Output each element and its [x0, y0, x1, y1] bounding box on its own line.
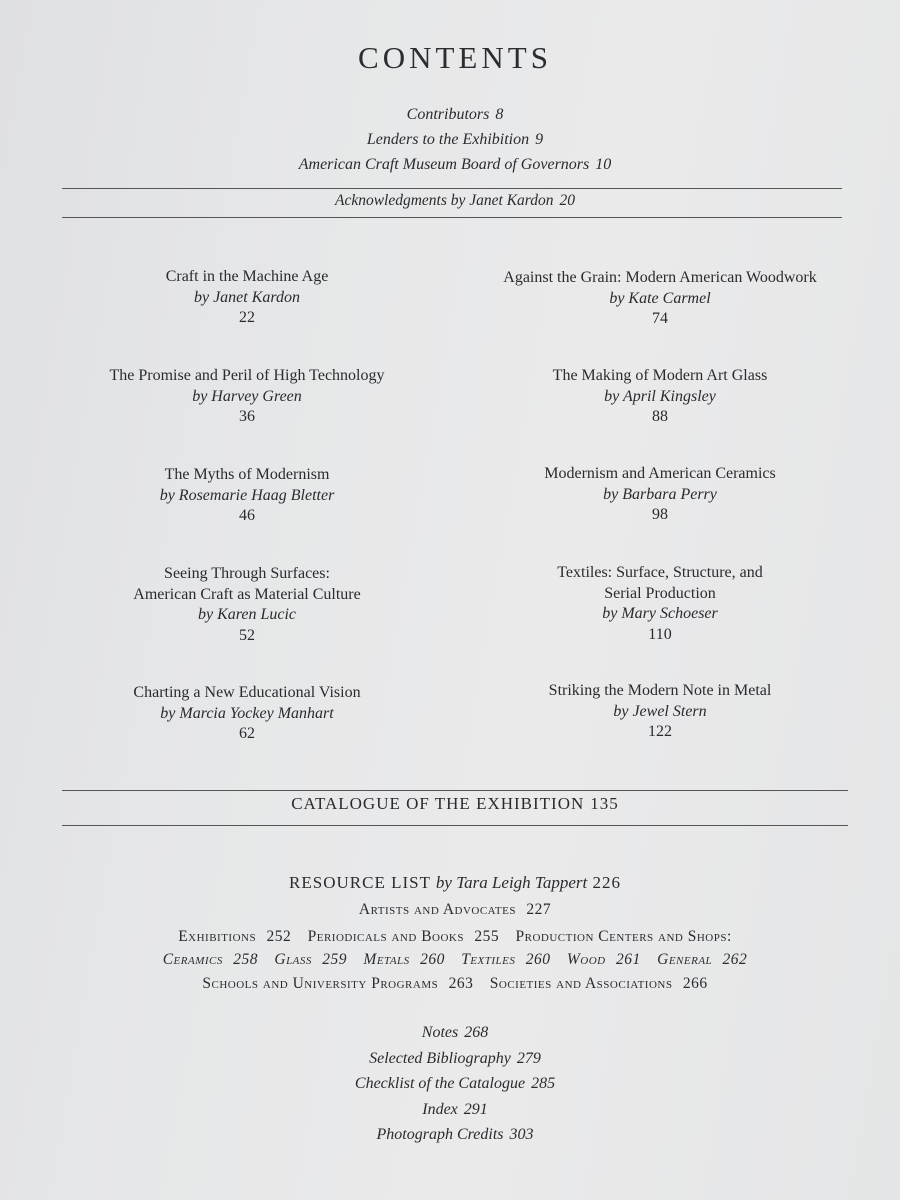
divider-rule	[62, 188, 842, 189]
entry-page: 263	[448, 975, 474, 992]
entry-label: Ceramics	[162, 951, 223, 968]
resource-artists[interactable]	[356, 901, 554, 918]
essay-author: by Marcia Yockey Manhart	[160, 704, 334, 722]
essay-title: The Making of Modern Art Glass	[552, 367, 768, 384]
toc-entry-resource-list[interactable]	[60, 873, 850, 893]
resource-metals[interactable]	[360, 951, 447, 968]
essay-entry[interactable]	[475, 268, 845, 330]
essay-entry[interactable]	[62, 564, 432, 646]
essay-title: Textiles: Surface, Structure, and	[557, 564, 763, 581]
toc-entry-checklist[interactable]	[60, 1071, 850, 1097]
essay-title: Modernism and American Ceramics	[544, 465, 776, 482]
resource-schools[interactable]	[199, 975, 476, 992]
essay-author: by Mary Schoeser	[602, 605, 718, 622]
toc-entry-catalogue[interactable]	[60, 794, 850, 814]
toc-entry-acknowledgments[interactable]	[60, 192, 850, 210]
entry-page: 285	[531, 1075, 556, 1092]
entry-page: 261	[616, 951, 641, 968]
entry-page: 227	[526, 901, 552, 918]
essay-title: Striking the Modern Note in Metal	[548, 682, 772, 699]
essay-title-line2: American Craft as Material Culture	[133, 585, 361, 603]
essay-title: Craft in the Machine Age	[165, 268, 329, 285]
essay-title: Against the Grain: Modern American Woodwork	[503, 269, 817, 286]
toc-entry-index[interactable]	[60, 1097, 850, 1123]
essay-title-line2: Serial Production	[604, 584, 716, 602]
resource-textiles[interactable]	[458, 951, 553, 968]
entry-label: RESOURCE LIST	[289, 873, 431, 892]
entry-page: 252	[266, 928, 292, 945]
entry-page: 260	[525, 951, 551, 968]
entry-page: 20	[559, 192, 576, 209]
resource-glass[interactable]	[271, 951, 350, 968]
entry-label: Acknowledgments by Janet Kardon	[334, 192, 554, 209]
resource-row-artists	[60, 901, 850, 919]
essay-author: by Janet Kardon	[193, 288, 301, 306]
entry-page: 226	[592, 873, 621, 892]
essay-entry[interactable]	[62, 366, 432, 428]
essay-author: by April Kingsley	[604, 387, 716, 405]
back-matter-list	[60, 1020, 850, 1148]
entry-page: 259	[322, 951, 348, 968]
entry-label: Wood	[566, 951, 606, 968]
essay-page: 122	[648, 723, 672, 740]
entry-page: 266	[682, 975, 708, 992]
entry-page: 262	[722, 951, 748, 968]
essay-title: The Myths of Modernism	[164, 466, 330, 483]
essay-page: 46	[239, 507, 255, 524]
resource-production[interactable]	[513, 928, 735, 945]
entry-label: Production Centers and Shops:	[515, 928, 732, 945]
entry-label: Glass	[274, 951, 312, 968]
resource-exhibitions[interactable]	[175, 928, 294, 945]
entry-page: 291	[463, 1100, 488, 1118]
entry-page: 135	[590, 794, 619, 813]
entry-page: 10	[595, 156, 612, 173]
entry-label: Selected Bibliography	[369, 1049, 511, 1067]
entry-label: Metals	[363, 951, 410, 968]
resource-general[interactable]	[654, 951, 750, 968]
entry-label: Photograph Credits	[376, 1126, 504, 1143]
entry-label: American Craft Museum Board of Governors	[298, 156, 590, 173]
page-title: CONTENTS	[358, 40, 552, 75]
essay-entry[interactable]	[475, 366, 845, 428]
entry-label: Artists and Advocates	[358, 901, 516, 918]
entry-label: Schools and University Programs	[202, 975, 439, 992]
resource-societies[interactable]	[487, 975, 711, 992]
entry-label: Periodicals and Books	[307, 928, 464, 945]
essay-page: 62	[239, 725, 255, 742]
entry-page: 268	[464, 1024, 489, 1041]
essay-author: by Rosemarie Haag Bletter	[159, 486, 335, 504]
essay-page: 36	[239, 408, 255, 425]
essay-entry[interactable]	[62, 683, 432, 745]
entry-page: 258	[233, 951, 258, 968]
entry-label: Exhibitions	[178, 928, 257, 945]
divider-rule	[62, 217, 842, 218]
resource-ceramics[interactable]	[160, 951, 261, 968]
entry-label: CATALOGUE OF THE EXHIBITION	[291, 794, 585, 813]
toc-entry-bibliography[interactable]	[60, 1046, 850, 1072]
essay-title: Charting a New Educational Vision	[133, 684, 361, 701]
essay-page: 98	[652, 506, 668, 523]
toc-entry-photo-credits[interactable]	[60, 1122, 850, 1148]
entry-label: Societies and Associations	[489, 975, 673, 992]
entry-label: General	[657, 951, 713, 968]
entry-page: 9	[535, 131, 544, 148]
resource-periodicals[interactable]	[305, 928, 503, 945]
resource-row-4	[60, 975, 850, 993]
entry-page: 303	[509, 1126, 534, 1143]
resource-wood[interactable]	[564, 951, 644, 968]
essay-entry[interactable]	[62, 465, 432, 527]
essay-entry[interactable]	[475, 563, 845, 645]
toc-entry-board[interactable]	[60, 152, 850, 177]
toc-entry-contributors[interactable]	[60, 102, 850, 127]
entry-label: Lenders to the Exhibition	[366, 131, 530, 148]
entry-label: Checklist of the Catalogue	[354, 1075, 526, 1092]
essay-page: 110	[648, 625, 672, 643]
resource-row-3	[60, 951, 850, 969]
essay-page: 74	[652, 310, 668, 327]
entry-page: 279	[516, 1049, 541, 1067]
essay-entry[interactable]	[475, 464, 845, 526]
essay-author: by Karen Lucic	[197, 606, 297, 623]
entry-label: Notes	[421, 1024, 459, 1041]
entry-label: Textiles	[461, 951, 516, 968]
entry-label: Index	[422, 1100, 458, 1118]
entry-author: by Tara Leigh Tappert	[435, 873, 588, 892]
entry-page: 255	[474, 928, 500, 945]
essay-author: by Harvey Green	[192, 387, 302, 405]
essay-title: The Promise and Peril of High Technology	[109, 367, 385, 384]
essay-author: by Barbara Perry	[603, 485, 717, 503]
entry-label: Contributors	[406, 106, 490, 123]
front-matter-list	[60, 102, 850, 177]
essay-page: 52	[239, 626, 255, 644]
essay-author: by Kate Carmel	[609, 289, 711, 307]
essay-author: by Jewel Stern	[613, 702, 707, 720]
entry-page: 8	[495, 106, 504, 123]
essay-title: Seeing Through Surfaces:	[164, 565, 330, 582]
essay-entry[interactable]	[62, 267, 432, 329]
resource-row-2	[60, 928, 850, 946]
toc-entry-notes[interactable]	[60, 1020, 850, 1046]
divider-rule	[62, 825, 848, 826]
essay-page: 88	[652, 408, 668, 425]
entry-page: 260	[420, 951, 445, 968]
divider-rule	[62, 790, 848, 791]
essay-page: 22	[239, 309, 255, 326]
essay-entry[interactable]	[475, 681, 845, 743]
toc-entry-lenders[interactable]	[60, 127, 850, 152]
